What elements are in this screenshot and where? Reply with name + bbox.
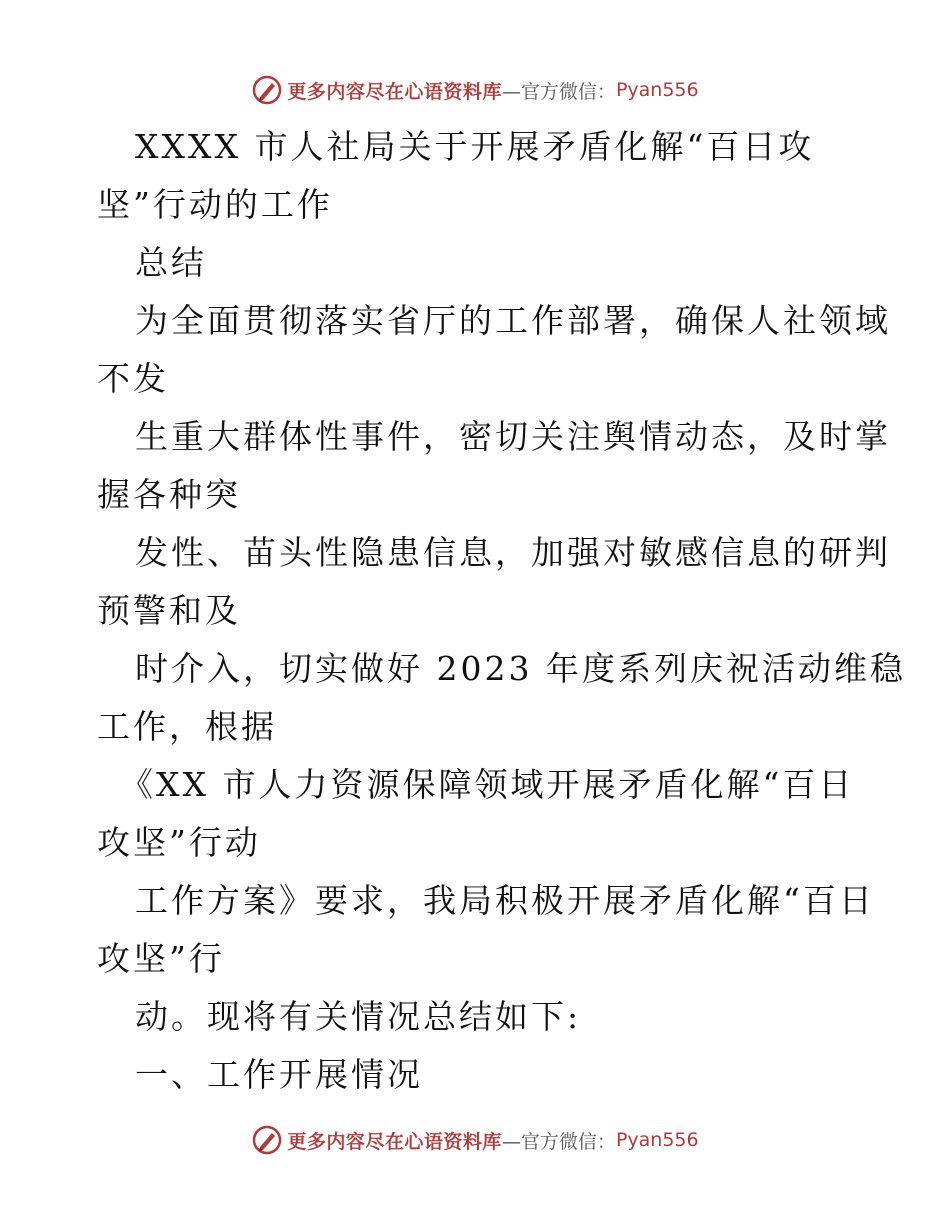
body-line: 时介入，切实做好 2023 年度系列庆祝活动维稳 [135, 649, 906, 688]
section-heading: 一、工作开展情况 [135, 1055, 423, 1094]
title-line-3: 总结 [135, 243, 207, 282]
body-line: 攻坚”行动 [97, 823, 261, 862]
banner-separator: —官方微信： [501, 1130, 616, 1153]
body-line: 握各种突 [97, 475, 241, 514]
body-line: 为全面贯彻落实省厅的工作部署，确保人社领域 [135, 301, 891, 340]
pen-logo-icon [251, 74, 283, 106]
body-line: 工作方案》要求，我局积极开展矛盾化解“百日 [135, 881, 875, 920]
body-line: 工作，根据 [97, 707, 277, 746]
banner-brand: 更多内容尽在心语资料库 [287, 80, 502, 103]
body-line: 预警和及 [97, 591, 241, 630]
body-line: 动。现将有关情况总结如下: [135, 997, 582, 1036]
banner-wechat: Pyan556 [615, 1129, 699, 1151]
title-line-1: XXXX 市人社局关于开展矛盾化解“百日攻 [135, 127, 815, 166]
body-line: 发性、苗头性隐患信息，加强对敏感信息的研判 [135, 533, 891, 572]
body-line: 不发 [97, 359, 169, 398]
title-line-2: 坚”行动的工作 [97, 185, 333, 224]
body-line: 生重大群体性事件，密切关注舆情动态，及时掌 [135, 417, 891, 456]
banner-brand: 更多内容尽在心语资料库 [287, 1130, 502, 1153]
footer-banner [0, 1120, 950, 1160]
header-banner [0, 70, 950, 110]
pen-logo-icon [251, 1124, 283, 1156]
body-line: 攻坚”行 [97, 939, 225, 978]
banner-wechat: Pyan556 [615, 79, 699, 101]
banner-separator: —官方微信： [501, 80, 616, 103]
body-line: 《XX 市人力资源保障领域开展矛盾化解“百日 [120, 765, 855, 804]
